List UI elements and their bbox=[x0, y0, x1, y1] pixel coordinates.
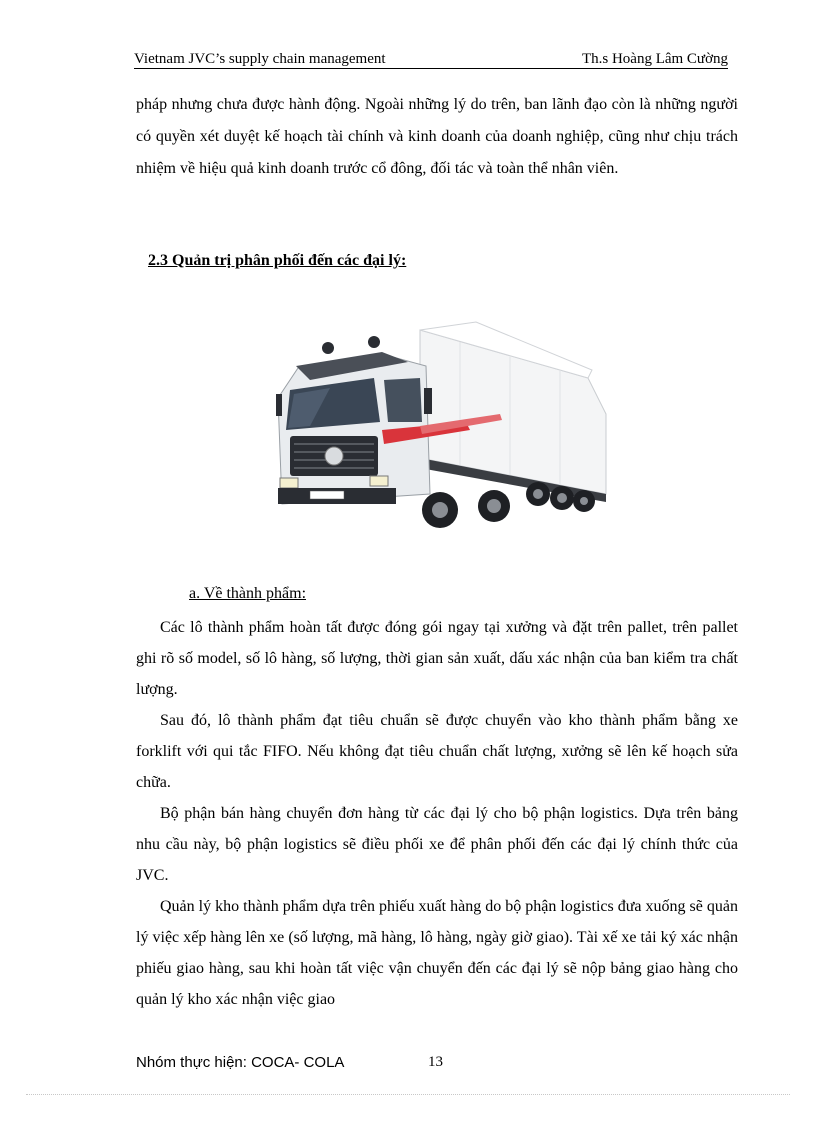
cab-wheels bbox=[422, 490, 510, 528]
page-number: 13 bbox=[428, 1054, 443, 1070]
header-title: Vietnam JVC’s supply chain management bbox=[134, 51, 386, 67]
paragraph: Sau đó, lô thành phẩm đạt tiêu chuẩn sẽ được chuyển vào kho thành phẩm bằng xe forklift với qui tắc FIFO. Nếu không đạt tiêu chuẩn chất lượng, xưởng sẽ lên kế hoạch sửa chữa. bbox=[136, 712, 738, 791]
section-title: 2.3 Quản trị phân phối đến các đại lý: bbox=[148, 252, 407, 269]
header-author: Th.s Hoàng Lâm Cường bbox=[581, 51, 728, 67]
footer-group: Nhóm thực hiện: COCA- COLA bbox=[136, 1054, 345, 1071]
paragraph: Bộ phận bán hàng chuyển đơn hàng từ các đại lý cho bộ phận logistics. Dựa trên bảng nhu cầu này, bộ phận logistics sẽ điều phối xe để phân phối đến các đại lý chính thức của JVC. bbox=[136, 805, 738, 884]
paragraph: Các lô thành phẩm hoàn tất được đóng gói ngay tại xưởng và đặt trên pallet, trên pallet ghi rõ số model, số lô hàng, số lượng, thời gian sản xuất, dấu xác nhận của ban kiểm tra chất lượng. bbox=[136, 619, 738, 698]
page-divider bbox=[26, 1094, 790, 1095]
intro-paragraph: pháp nhưng chưa được hành động. Ngoài những lý do trên, ban lãnh đạo còn là những người có quyền xét duyệt kế hoạch tài chính và kinh doanh của doanh nghiệp, cũng như chịu trách nhiệm về hiệu quả kinh doanh trước cổ đông, đối tác và toàn thể nhân viên. bbox=[136, 96, 738, 177]
truck-image bbox=[270, 318, 610, 540]
subsection-title: a. Về thành phẩm: bbox=[189, 585, 307, 602]
page-header bbox=[134, 50, 728, 69]
body-text bbox=[136, 612, 738, 1015]
paragraph: Quản lý kho thành phẩm dựa trên phiếu xuất hàng do bộ phận logistics đưa xuống sẽ quản lý việc xếp hàng lên xe (số lượng, mã hàng, lô hàng, ngày giờ giao). Tài xế xe tải ký xác nhận phiếu giao hàng, sau khi hoàn tất việc vận chuyển đến các đại lý sẽ nộp bảng giao hàng cho quản lý kho xác nhận việc giao bbox=[136, 898, 738, 1008]
